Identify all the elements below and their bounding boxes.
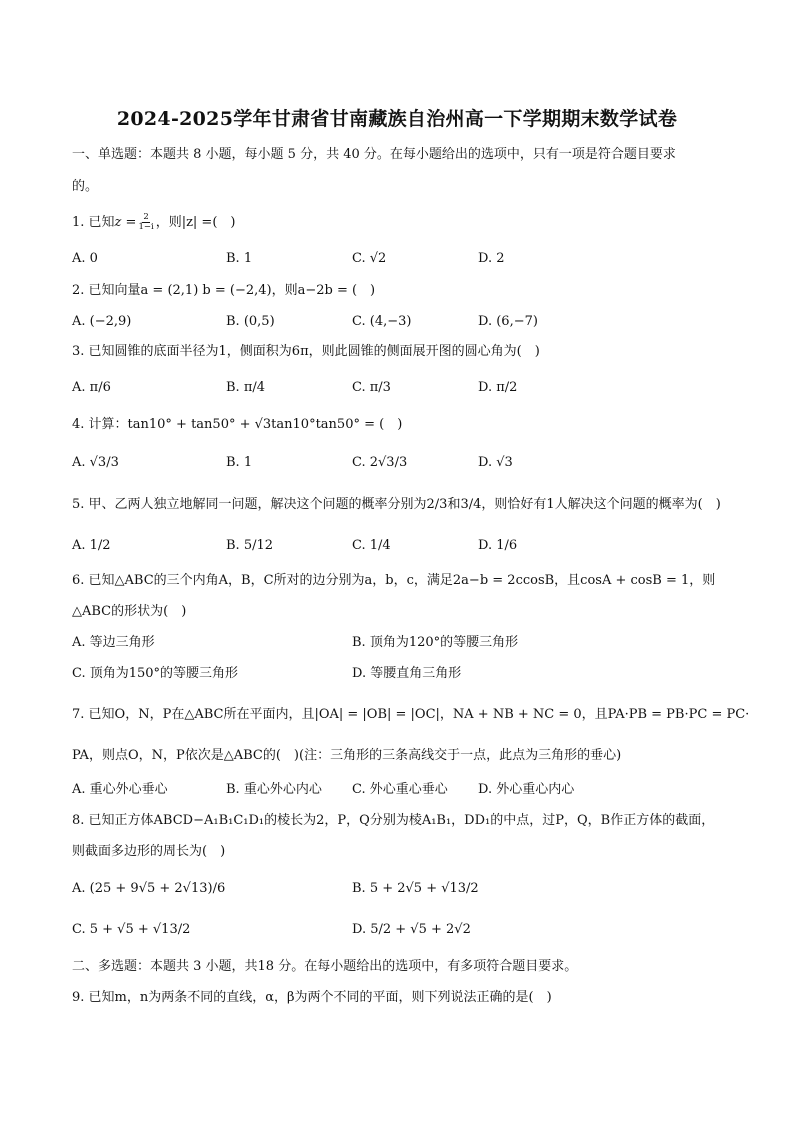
q1-option-b: B. 1 xyxy=(226,251,253,266)
q1-fraction: $\frac{2}{1-i}$ xyxy=(138,212,154,232)
page-title: 2024-2025学年甘肃省甘南藏族自治州高一下学期期末数学试卷 xyxy=(116,108,678,130)
section1-heading: 一、单选题：本题共 8 小题，每小题 5 分，共 40 分。在每小题给出的选项中，只有一项是符合题目要求 xyxy=(72,147,676,162)
q7-option-d: D. 外心重心内心 xyxy=(478,782,575,797)
q1-text-post: ，则|z| =( ) xyxy=(155,215,236,230)
q5-option-d: D. 1/6 xyxy=(478,538,518,553)
q6-option-c: C. 顶角为150°的等腰三角形 xyxy=(72,666,239,681)
q6-option-a: A. 等边三角形 xyxy=(72,635,155,650)
q2-option-b: B. (0,5) xyxy=(226,314,275,329)
q4-option-d: D. √3 xyxy=(478,455,513,470)
q6-option-b: B. 顶角为120°的等腰三角形 xyxy=(352,635,519,650)
q4-option-b: B. 1 xyxy=(226,455,253,470)
question-2: 2. 已知向量a = (2,1) b = (−2,4)，则a−2b = ( ) xyxy=(72,283,376,298)
q8-option-b: B. 5 + 2√5 + √13/2 xyxy=(352,881,479,896)
q1-option-d: D. 2 xyxy=(478,251,505,266)
question-6: 6. 已知△ABC的三个内角A，B，C所对的边分别为a，b，c，满足2a−b = 2ccosB，且cosA + cosB = 1，则 xyxy=(72,573,716,588)
q5-option-c: C. 1/4 xyxy=(352,538,391,553)
question-7-cont: PA，则点O，N，P依次是△ABC的( )(注：三角形的三条高线交于一点，此点为三角形的垂心) xyxy=(72,748,622,763)
question-4: 4. 计算：tan10° + tan50° + √3tan10°tan50° = ( ) xyxy=(72,417,403,432)
question-1: 1. 已知z = $\frac{2}{1-i}$ ，则|z| =( ) xyxy=(72,212,236,232)
question-7: 7. 已知O，N，P在△ABC所在平面内，且|OA| = |OB| = |OC|，NA + NB + NC = 0，且PA·PB = PB·PC = PC· xyxy=(72,707,750,722)
question-6-cont: △ABC的形状为( ) xyxy=(72,604,187,619)
q8-option-c: C. 5 + √5 + √13/2 xyxy=(72,922,191,937)
question-3: 3. 已知圆锥的底面半径为1，侧面积为6π，则此圆锥的侧面展开图的圆心角为( ) xyxy=(72,344,540,359)
q2-option-c: C. (4,−3) xyxy=(352,314,412,329)
q1-text-pre: 1. 已知 xyxy=(72,215,115,230)
q1-option-a: A. 0 xyxy=(72,251,98,266)
section2-heading: 二、多选题：本题共 3 小题，共18 分。在每小题给出的选项中，有多项符合题目要求。 xyxy=(72,959,578,974)
q3-option-a: A. π/6 xyxy=(72,380,111,395)
section1-heading-cont: 的。 xyxy=(72,179,99,194)
q2-option-d: D. (6,−7) xyxy=(478,314,538,329)
q7-option-b: B. 重心外心内心 xyxy=(226,782,322,797)
q7-option-c: C. 外心重心垂心 xyxy=(352,782,448,797)
q4-option-a: A. √3/3 xyxy=(72,455,119,470)
q8-option-d: D. 5/2 + √5 + 2√2 xyxy=(352,922,471,937)
q7-option-a: A. 重心外心垂心 xyxy=(72,782,168,797)
q3-option-d: D. π/2 xyxy=(478,380,518,395)
q1-option-c: C. √2 xyxy=(352,251,387,266)
q3-option-b: B. π/4 xyxy=(226,380,266,395)
q5-option-b: B. 5/12 xyxy=(226,538,274,553)
q3-option-c: C. π/3 xyxy=(352,380,391,395)
question-9: 9. 已知m，n为两条不同的直线，α，β为两个不同的平面，则下列说法正确的是( ) xyxy=(72,990,552,1005)
question-5: 5. 甲、乙两人独立地解同一问题，解决这个问题的概率分别为2/3和3/4，则恰好有1人解决这个问题的概率为( ) xyxy=(72,497,721,512)
q8-option-a: A. (25 + 9√5 + 2√13)/6 xyxy=(72,881,226,896)
q4-option-c: C. 2√3/3 xyxy=(352,455,408,470)
q5-option-a: A. 1/2 xyxy=(72,538,111,553)
question-8: 8. 已知正方体ABCD−A₁B₁C₁D₁的棱长为2，P，Q分别为棱A₁B₁，DD₁的中点，过P，Q，B作正方体的截面， xyxy=(72,813,715,828)
q6-option-d: D. 等腰直角三角形 xyxy=(352,666,462,681)
question-8-cont: 则截面多边形的周长为( ) xyxy=(72,844,226,859)
q2-option-a: A. (−2,9) xyxy=(72,314,132,329)
